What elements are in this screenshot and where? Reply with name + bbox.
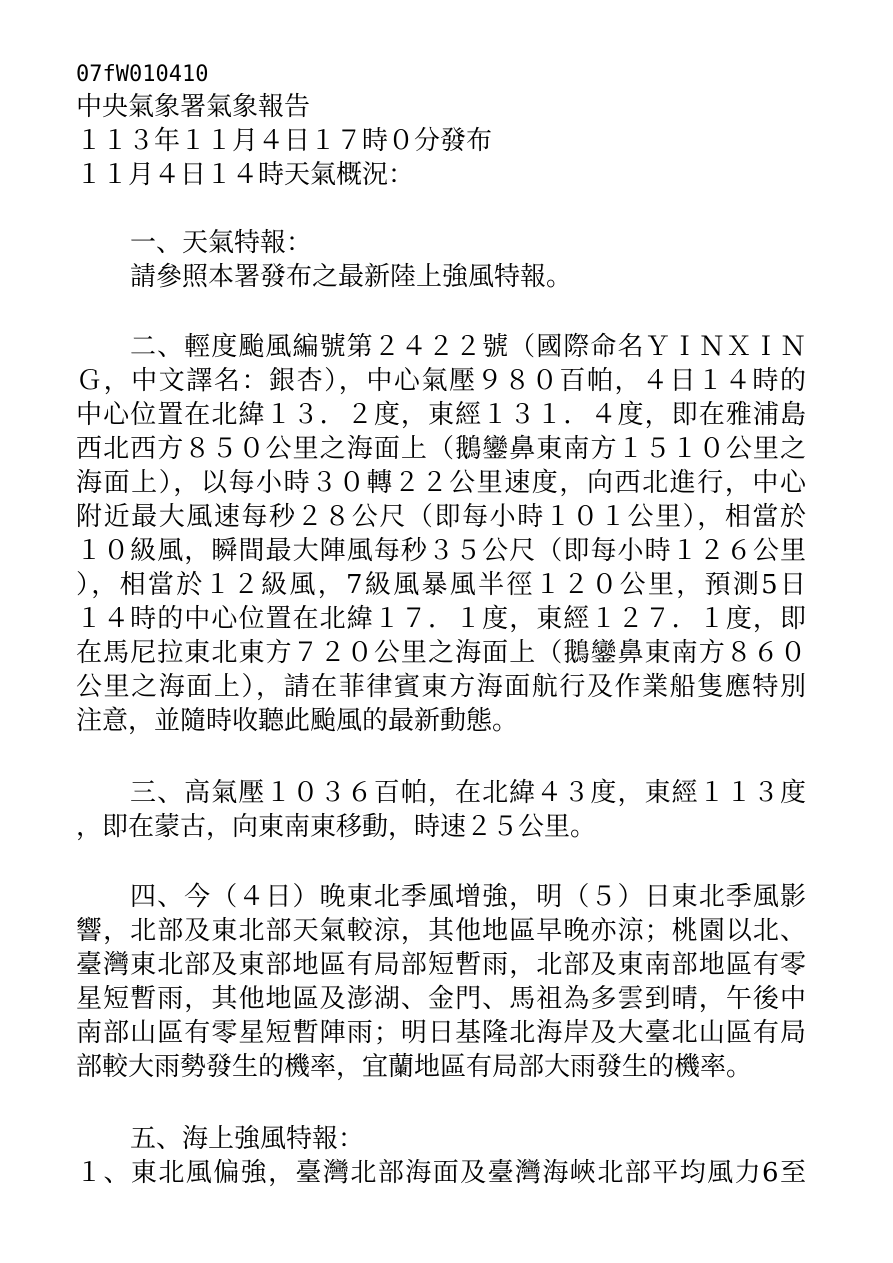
section-3-line: ，即在蒙古，向東南東移動，時速２５公里。	[76, 812, 597, 842]
report-code: 07fW010410	[76, 62, 209, 87]
section-4-line: 臺灣東北部及東部地區有局部短暫雨，北部及東南部地區有零	[76, 950, 806, 980]
section-2-line: 中心位置在北緯１３．２度，東經１３１．４度，即在雅浦島	[76, 400, 806, 430]
section-4-line: 四、今（４日）晚東北季風增強，明（５）日東北季風影	[130, 882, 806, 912]
section-2-line: 西北西方８５０公里之海面上（鵝鑾鼻東南方１５１０公里之	[76, 434, 806, 464]
section-3-line: 三、高氣壓１０３６百帕，在北緯４３度，東經１１３度	[130, 778, 806, 808]
section-4-line: 星短暫雨，其他地區及澎湖、金門、馬祖為多雲到晴，午後中	[76, 984, 806, 1014]
section-2-line: 海面上），以每小時３０轉２２公里速度，向西北進行，中心	[76, 468, 806, 498]
section-2-line: 二、輕度颱風編號第２４２２號（國際命名ＹＩＮＸＩＮ	[130, 332, 806, 362]
section-2-line: ），相當於１２級風，7級風暴風半徑１２０公里，預測5日	[76, 570, 806, 600]
summary-title: １１月４日１４時天氣概況：	[76, 160, 415, 190]
section-4-line: 部較大雨勢發生的機率，宜蘭地區有局部大雨發生的機率。	[76, 1052, 753, 1082]
section-2-line: 公里之海面上），請在菲律賓東方海面航行及作業船隻應特別	[76, 672, 806, 702]
section-2-line: １０級風，瞬間最大陣風每秒３５公尺（即每小時１２６公里	[76, 536, 806, 566]
section-2-line: １４時的中心位置在北緯１７．１度，東經１２７．１度，即	[76, 604, 806, 634]
section-2-line: 附近最大風速每秒２８公尺（即每小時１０１公里），相當於	[76, 502, 806, 532]
section-5-line: １、東北風偏強，臺灣北部海面及臺灣海峽北部平均風力6至	[76, 1158, 806, 1188]
section-4-line: 南部山區有零星短暫陣雨；明日基隆北海岸及大臺北山區有局	[76, 1018, 806, 1048]
section-2-line: 在馬尼拉東北東方７２０公里之海面上（鵝鑾鼻東南方８６０	[76, 638, 806, 668]
section-2-line: Ｇ，中文譯名：銀杏），中心氣壓９８０百帕，４日１４時的	[76, 366, 806, 396]
section-1-title: 一、天氣特報：	[130, 228, 313, 258]
section-1-body: 請參照本署發布之最新陸上強風特報。	[130, 262, 573, 292]
issue-time: １１３年１１月４日１７時０分發布	[76, 126, 493, 156]
section-2-line: 注意，並隨時收聽此颱風的最新動態。	[76, 706, 519, 736]
agency-title: 中央氣象署氣象報告	[76, 92, 311, 122]
section-4-line: 響，北部及東北部天氣較涼，其他地區早晚亦涼；桃園以北、	[76, 916, 806, 946]
section-5-title: 五、海上強風特報：	[130, 1124, 365, 1154]
